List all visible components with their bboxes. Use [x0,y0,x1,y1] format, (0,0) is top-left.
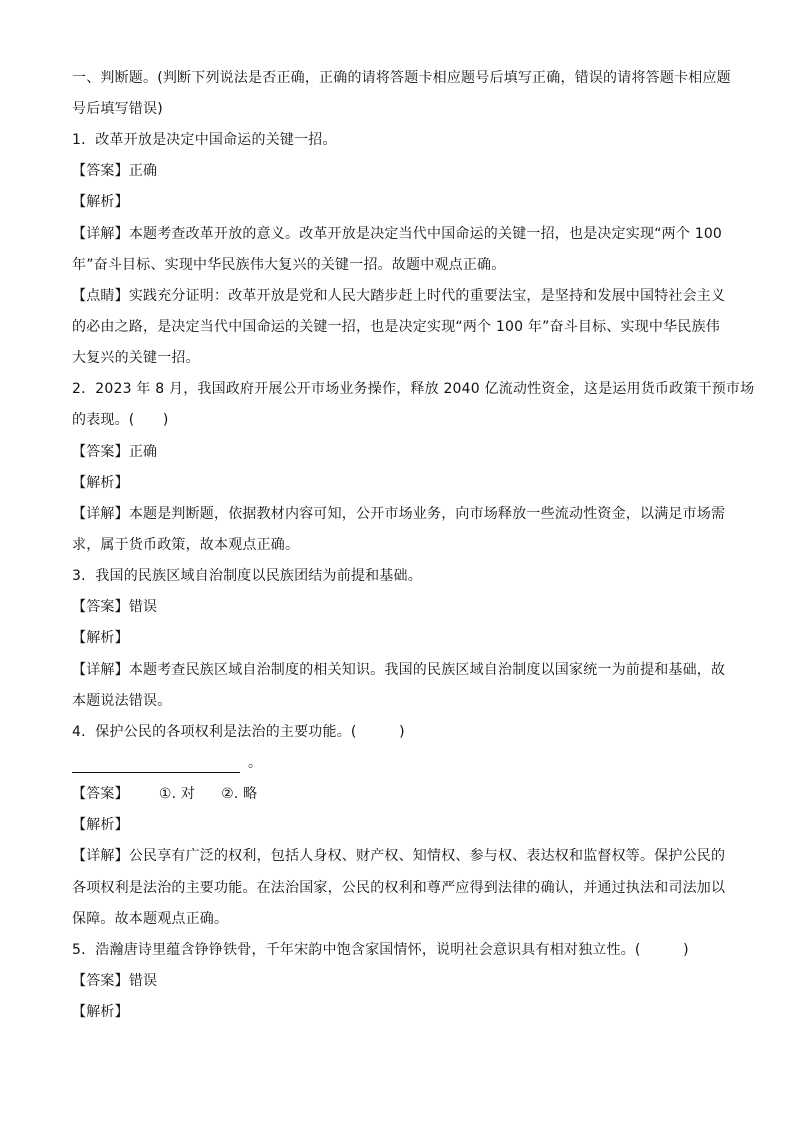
q1-detail-line1 [72,224,722,244]
section-title-line1: 一、判断题。(判断下列说法是否正确，正确的请将答题卡相应题号后填写正确，错误的请将答题卡相应题 [72,70,731,86]
comment-label: 【点睛】 [72,288,129,304]
detail-label: 【详解】 [72,226,129,242]
q4-answer [72,784,257,804]
q1-comment-line3: 大复兴的关键一招。 [72,350,200,366]
answer-label: 【答案】 [72,973,129,989]
q2-answer [72,442,157,462]
answer-label: 【答案】 [72,444,129,460]
q1-detail-line2: 年”奋斗目标、实现中华民族伟大复兴的关键一招。故题中观点正确。 [72,257,506,273]
q3-analysis-label: 【解析】 [72,630,129,646]
q4-answer-2: ②. 略 [221,786,258,802]
q4-detail-line2: 各项权利是法治的主要功能。在法治国家，公民的权利和尊严应得到法律的确认，并通过执法和司法加以 [72,880,726,896]
q5-answer-value: 错误 [128,973,158,989]
q4-analysis-label: 【解析】 [72,817,129,833]
q5-question: 5．浩瀚唐诗里蕴含铮铮铁骨，千年宋韵中饱含家国情怀，说明社会意识具有相对独立性。( ) [72,942,689,958]
answer-label: 【答案】 [72,786,129,802]
q1-answer [72,161,157,181]
q3-question: 3．我国的民族区域自治制度以民族团结为前提和基础。 [72,568,422,584]
answer-blank [72,758,240,773]
q1-answer-value: 正确 [128,163,158,179]
q2-answer-value: 正确 [128,444,158,460]
q4-blank-end: 。 [248,755,263,771]
q1-analysis-label: 【解析】 [72,194,129,210]
q3-detail-text1: 本题考查民族区域自治制度的相关知识。我国的民族区域自治制度以国家统一为前提和基础，故 [128,662,726,678]
q4-blank-line [72,753,262,773]
q2-detail-text1: 本题是判断题，依据教材内容可知，公开市场业务，向市场释放一些流动性资金，以满足市场需 [128,506,726,522]
q5-answer [72,971,157,991]
q3-detail-line2: 本题说法错误。 [72,693,172,709]
detail-label: 【详解】 [72,662,129,678]
q4-detail-line3: 保障。故本题观点正确。 [72,911,229,927]
q4-question: 4．保护公民的各项权利是法治的主要功能。( ) [72,724,405,740]
section-title-line2: 号后填写错误) [72,101,163,117]
detail-label: 【详解】 [72,506,129,522]
q2-question-line2: 的表现。( ) [72,412,169,428]
q1-question: 1．改革开放是决定中国命运的关键一招。 [72,132,337,148]
q3-detail-line1 [72,660,725,680]
q2-detail-line1 [72,504,725,524]
q3-answer [72,597,157,617]
q2-question-line1: 2．2023 年 8 月，我国政府开展公开市场业务操作，释放 2040 亿流动性资金，这是运用货币政策干预市场 [72,381,755,397]
q4-answer-1: ①. 对 [158,786,196,802]
q2-detail-line2: 求，属于货币政策，故本观点正确。 [72,537,300,553]
q3-answer-value: 错误 [128,599,158,615]
q2-analysis-label: 【解析】 [72,475,129,491]
answer-label: 【答案】 [72,599,129,615]
q1-detail-text1: 本题考查改革开放的意义。改革开放是决定当代中国命运的关键一招，也是决定实现“两个 100 [128,226,723,242]
q4-detail-text1: 公民享有广泛的权利，包括人身权、财产权、知情权、参与权、表达权和监督权等。保护公民的 [128,848,726,864]
answer-label: 【答案】 [72,163,129,179]
q5-analysis-label: 【解析】 [72,1004,129,1020]
q1-comment-line1 [72,286,725,306]
q1-comment-line2: 的必由之路，是决定当代中国命运的关键一招，也是决定实现“两个 100 年”奋斗目标、实现中华民族伟 [72,319,720,335]
q4-detail-line1 [72,846,725,866]
detail-label: 【详解】 [72,848,129,864]
q1-comment-text1: 实践充分证明：改革开放是党和人民大踏步赶上时代的重要法宝，是坚持和发展中国特社会主义 [128,288,726,304]
